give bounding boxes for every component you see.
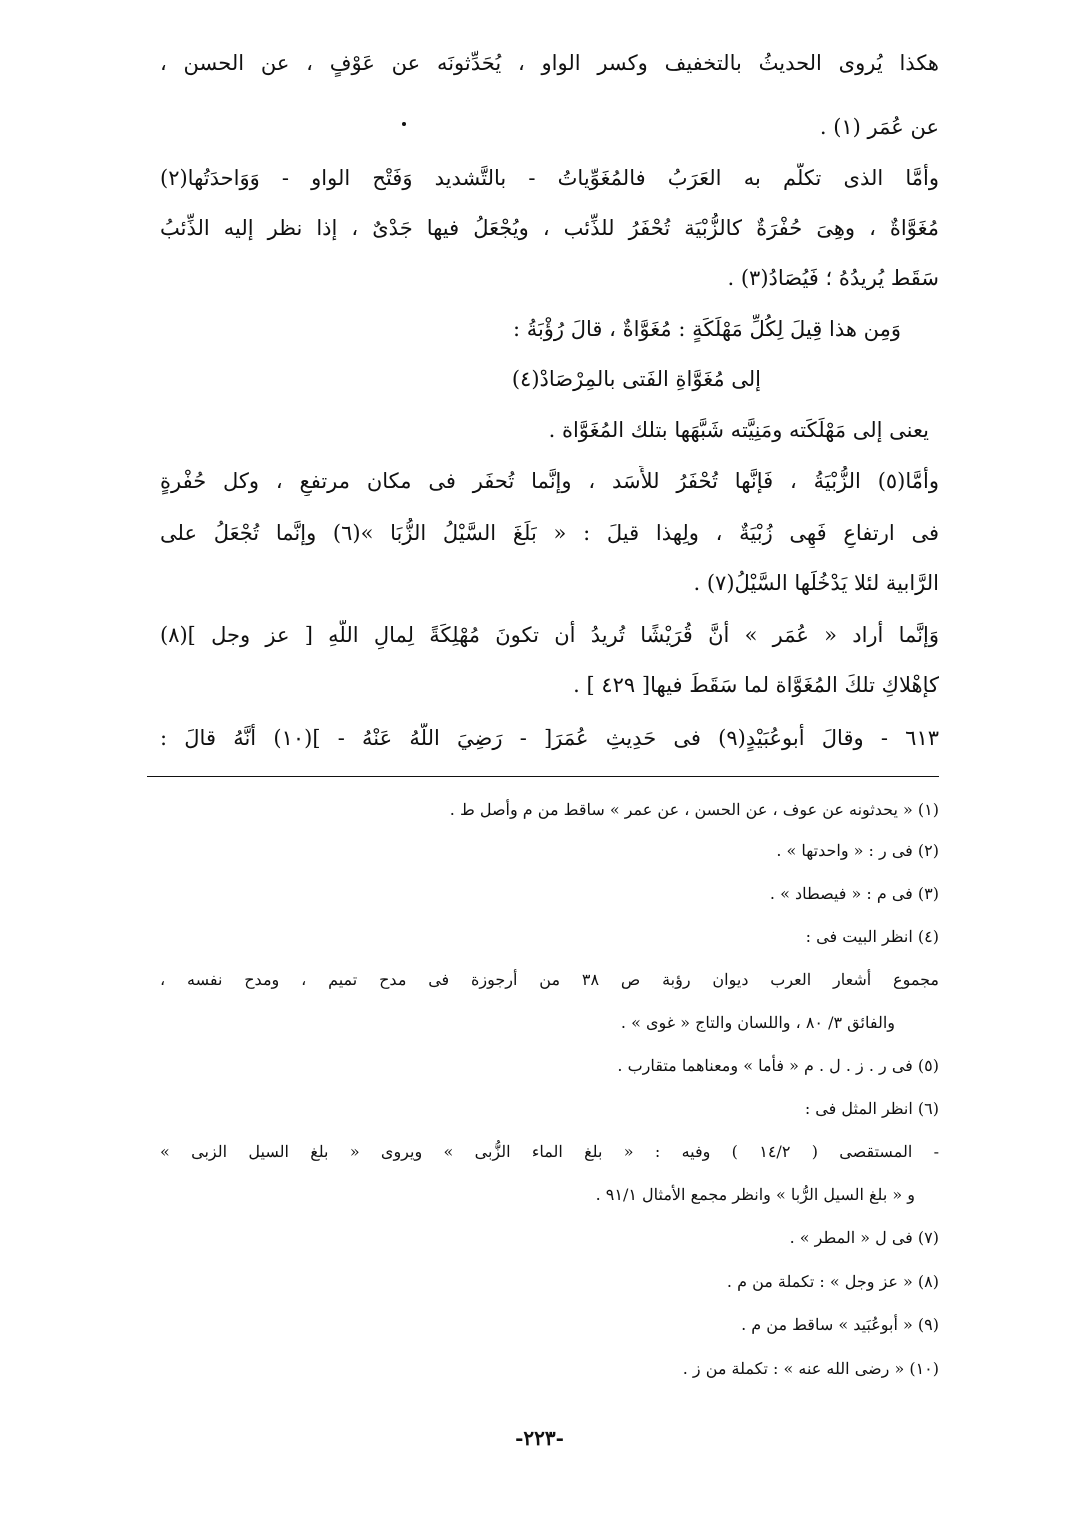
- footnote-divider: [147, 776, 939, 777]
- body-line-5: سَقَط يُريدُهُ ؛ فَيُصَادُ(٣) .: [727, 266, 939, 290]
- body-line-1: هكذا يُروى الحديثُ بالتخفيف وكسر الواو ، يُحَدِّثونَه عن عَوْفٍ ، عن الحسن ،: [160, 51, 939, 75]
- footnote-4-source: مجموع أشعار العرب ديوان رؤبة ص ٣٨ من أرجوزة فى مدح تميم ، ومدح نفسه ،: [160, 970, 939, 989]
- footnote-2: (٢) فى ر : « واحدتها » .: [776, 841, 939, 860]
- body-line-14: ٦١٣ - وقالَ أبوعُبَيْدٍ(٩) فى حَدِيثِ عُمَرَ[ - رَضِيَ اللّهُ عَنْهُ - ](١٠) أنَّهُ قالَ :: [160, 726, 939, 750]
- footnote-4: (٤) انظر البيت فى :: [805, 927, 939, 946]
- body-line-2: عن عُمَر (١) .: [819, 115, 939, 139]
- footnote-10: (١٠) « رضى الله عنه » : تكملة من ز .: [682, 1359, 939, 1378]
- footnote-9: (٩) « أبوعُبَيد » ساقط من م .: [741, 1315, 939, 1334]
- footnote-4-source-cont: والفائق ٣/ ٨٠ ، واللسان والتاج « غوى » .: [620, 1013, 895, 1032]
- body-line-11: الرَّابية لئلا يَدْخُلَها السَّيْلُ(٧) .: [693, 571, 939, 595]
- body-line-13: كإهْلاكِ تلكَ المُغَوَّاة لما سَقَطَ فيها[ ٤٢٩ ] .: [573, 673, 939, 697]
- footnote-8: (٨) « عز وجل » : تكملة من م .: [726, 1272, 939, 1291]
- footnote-6-source: - المستقصى ( ١٤/٢ ) وفيه : « بلغ الماء الزُّبى » ويروى « بلغ السيل الزبى »: [160, 1142, 939, 1161]
- footnote-5: (٥) فى ر . ز . ل . م « فأما » ومعناهما متقارب .: [617, 1056, 939, 1075]
- page-number: -٢٢٣-: [515, 1426, 564, 1450]
- footnote-6-source-cont: و « بلغ السيل الرُّبا » وانظر مجمع الأمثال ٩١/١ .: [595, 1185, 915, 1204]
- body-line-6: وَمِن هذا قِيلَ لِكُلِّ مَهْلَكَةٍ : مُغَوَّاةٌ ، قالَ رُؤْبَةُ :: [512, 317, 901, 341]
- footnote-6: (٦) انظر المثل فى :: [804, 1099, 939, 1118]
- body-line-12: وَإنَّما أراد « عُمَر » أنَّ قُرَيْشًا تُريدُ أن تكونَ مُهْلِكَةً لِمالِ اللّهِ [ عز وجل ](٨): [160, 623, 939, 647]
- footnote-3: (٣) فى م : « فيصطاد » .: [769, 884, 939, 903]
- body-line-3: وأمَّا الذى تكلَّم به العَرَبُ فالمُغَوِّياتُ - بالتَّشديد وَفَتْح الواو - وَوَاحدَتُها(٢): [160, 166, 939, 190]
- body-line-8: يعنى إلى مَهْلَكَته ومَنِيَّته شَبَّهَها بتلك المُغَوَّاة .: [548, 418, 929, 442]
- body-line-10: فى ارتفاعٍ فَهِى زُبْيَةٌ ، ولِهذا قيلَ : « بَلَغَ السَّيْلُ الزُّبَا »(٦) وإنَّما تُجْعَلُ على: [160, 521, 939, 545]
- footnote-1: (١) « يحدثونه عن عوف ، عن الحسن ، عن عمر » ساقط من م وأصل ط .: [449, 800, 939, 819]
- footnote-7: (٧) فى ل « المطر » .: [789, 1228, 939, 1247]
- body-line-4: مُغَوَّاةٌ ، وهِىَ حُفْرَةٌ كالزُّبْيَة تُحْفَرُ للذِّئب ، ويُجْعَلُ فيها جَدْىٌ ، إذا نظر إليه الذِّئبُ: [160, 216, 939, 240]
- verse-line: إلى مُغَوَّاةِ الفَتى بالمِرْصَادْ(٤): [511, 367, 761, 391]
- body-line-9: وأمَّا(٥) الزُّبْيَةُ ، فَإنَّها تُحْفَرُ للأَسَد ، وإنَّما تُحفَر فى مكان مرتفعٍ ، وكل حُفْرةٍ: [160, 469, 939, 493]
